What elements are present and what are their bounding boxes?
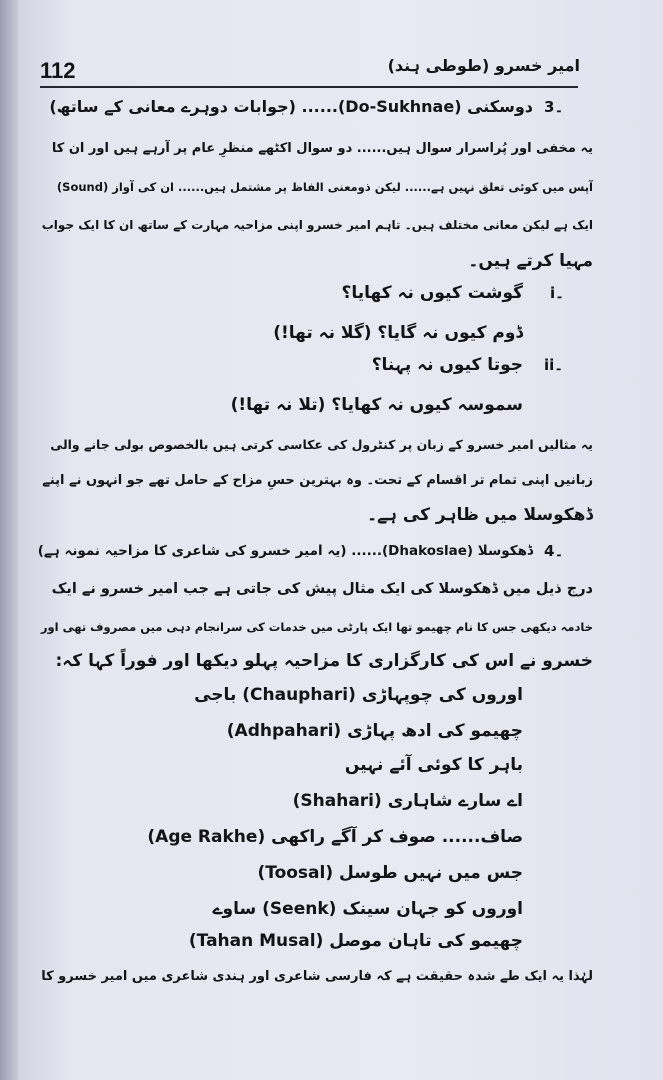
section-4-number: 4۔ xyxy=(544,542,564,560)
verse-6: جس میں نہیں طوسل (Toosal) xyxy=(257,863,523,883)
verse-5: صاف...... صوف کر آگے راکھی (Age Rakhe) xyxy=(147,827,523,847)
section-4-line-3: خسرو نے اس کی کارگزاری کا مزاحیہ پہلو دیکھا اور فوراً کہا کہ: xyxy=(55,651,593,671)
header-rule xyxy=(40,86,578,88)
verse-4: اے سارے شاہاری (Shahari) xyxy=(292,791,523,811)
running-title: امیر خسرو (طوطی ہند) xyxy=(387,56,580,75)
example-ii-answer: سموسہ کیوں نہ کھایا؟ (تلا نہ تھا!) xyxy=(230,395,523,415)
section-3-heading: دوسکنی (Do-Sukhnae)...... (جوابات دوہرے معانی کے ساتھ) xyxy=(49,97,533,116)
verse-3: باہر کا کوئی آئے نہیں xyxy=(344,755,523,775)
verse-8: چھیمو کی تاہان موصل (Tahan Musal) xyxy=(188,931,523,951)
example-i-answer: ڈوم کیوں نہ گایا؟ (گلا نہ تھا!) xyxy=(273,323,523,343)
closing-line: لہٰذا یہ ایک طے شدہ حقیقت ہے کہ فارسی شاعری اور ہندی شاعری میں امیر خسرو کا xyxy=(41,969,593,984)
section-3-line-1: یہ مخفی اور پُراسرار سوال ہیں...... دو سوال اکٹھے منظرِ عام پر آرہے ہیں اور ان کا xyxy=(51,141,593,156)
example-ii-question: جوتا کیوں نہ پہنا؟ xyxy=(371,355,523,375)
paragraph-2-line-3: ڈھکوسلا میں ظاہر کی ہے۔ xyxy=(367,505,593,525)
paragraph-2-line-2: زبانیں اپنی تمام تر اقسام کے تحت۔ وہ بہترین حسِ مزاح کے حامل تھے جو انہوں نے اپنے xyxy=(42,473,593,488)
section-4-heading: ڈھکوسلا (Dhakoslae)...... (یہ امیر خسرو کی شاعری کا مزاحیہ نمونہ ہے) xyxy=(37,543,533,559)
section-4-line-2: خادمہ دیکھی جس کا نام چھیمو تھا ایک پارٹی میں خدمات کی سرانجام دہی میں مصروف تھی اور xyxy=(40,620,593,634)
verse-2: چھیمو کی ادھ پہاڑی (Adhpahari) xyxy=(226,721,523,741)
paragraph-2-line-1: یہ مثالیں امیر خسرو کے زبان پر کنٹرول کی عکاسی کرتی ہیں بالخصوص بولی جانے والی xyxy=(50,437,593,452)
section-4-line-1: درج ذیل میں ڈھکوسلا کی ایک مثال پیش کی جاتی ہے جب امیر خسرو نے ایک xyxy=(51,581,593,597)
section-3-line-4: مہیا کرتے ہیں۔ xyxy=(468,251,593,271)
section-3-line-2: آپس میں کوئی تعلق نہیں ہے...... لیکن ذومعنی الفاظ پر مشتمل ہیں...... ان کی آواز (Sound) xyxy=(56,180,593,194)
page-header xyxy=(40,52,580,90)
example-ii-number: ii۔ xyxy=(544,356,564,374)
example-i-question: گوشت کیوں نہ کھایا؟ xyxy=(341,283,523,303)
example-i-number: i۔ xyxy=(550,284,564,302)
section-3-number: 3۔ xyxy=(544,98,564,116)
section-3-line-3: ایک ہے لیکن معانی مختلف ہیں۔ تاہم امیر خسرو اپنی مزاحیہ مہارت کے ساتھ ان کا ایک جواب xyxy=(41,218,593,232)
verse-7: اوروں کو جہان سینک (Seenk) ساوے xyxy=(212,899,523,919)
book-spine xyxy=(0,0,18,1080)
page-number: 112 xyxy=(40,58,76,83)
verse-1: اوروں کی چوپہاڑی (Chauphari) باجی xyxy=(194,685,523,705)
